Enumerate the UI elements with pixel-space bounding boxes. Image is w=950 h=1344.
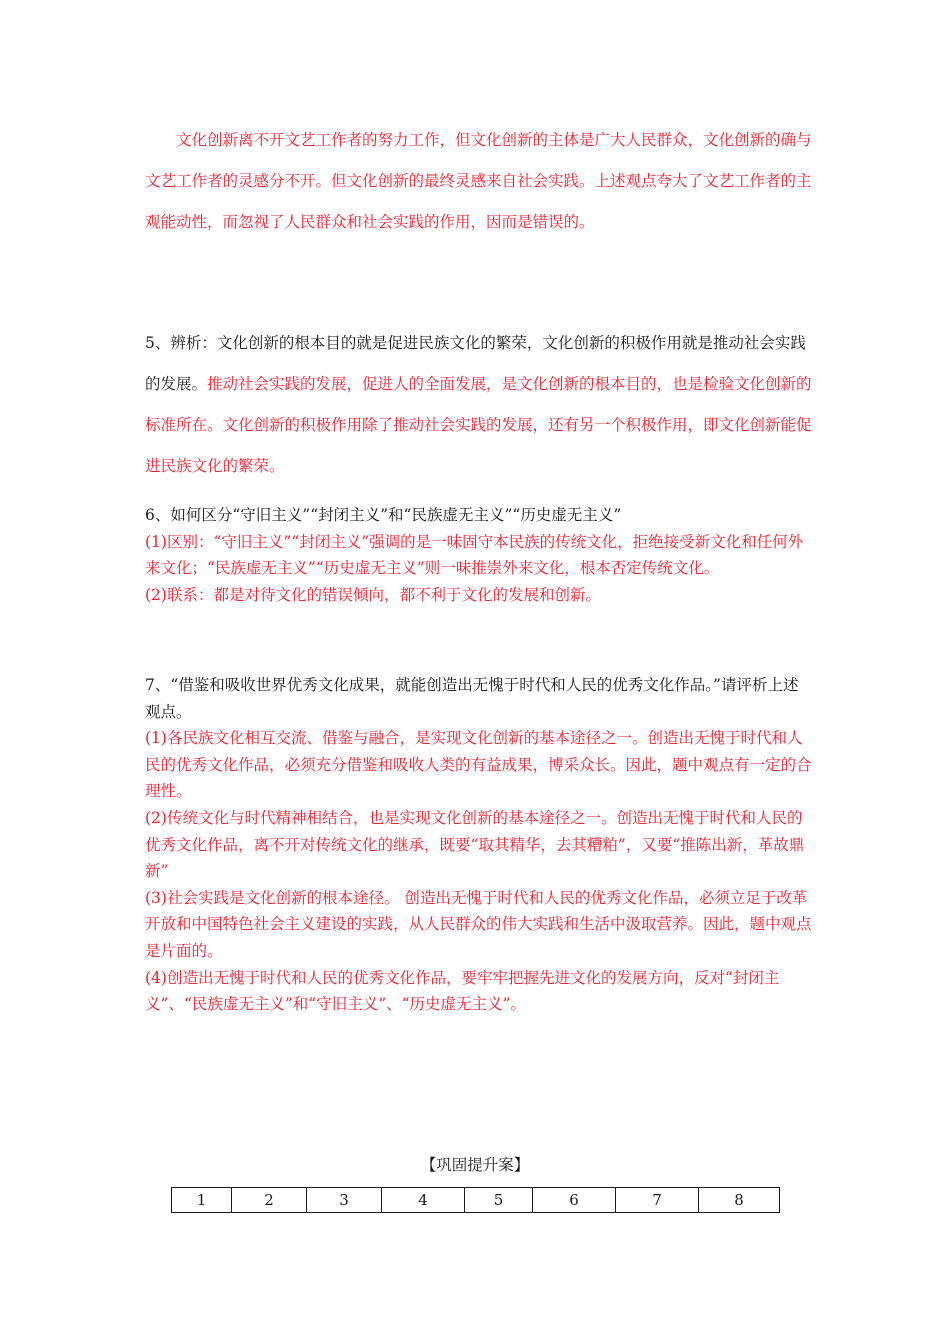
answer-table-cell: 3 [307, 1188, 382, 1213]
answer-table [171, 1187, 780, 1213]
question-7-answer-4: (4)创造出无愧于时代和人民的优秀文化作品，要牢牢把握先进文化的发展方向，反对“封闭主义”、“民族虚无主义”和“守旧主义”、“历史虚无主义”。 [145, 968, 780, 1014]
question-6-text: 6、如何区分“守旧主义”“封闭主义”和“民族虚无主义”“历史虚无主义” [145, 506, 622, 524]
question-7-answer-3: (3)社会实践是文化创新的根本途径。 创造出无愧于时代和人民的优秀文化作品，必须立足于改革开放和中国特色社会主义建设的实践，从人民群众的伟大实践和生活中汲取营养。因此，题中观点是片面的。 [145, 888, 812, 960]
section-title: 【巩固提升案】 [420, 1156, 530, 1174]
question-7-answer-2: (2)传统文化与时代精神相结合，也是实现文化创新的基本途径之一。创造出无愧于时代和人民的优秀文化作品，离不开对传统文化的继承，既要“取其精华，去其糟粕”，又要“推陈出新，革故鼎新” [145, 808, 805, 881]
question-5 [145, 323, 813, 487]
question-7-text: 7、“借鉴和吸收世界优秀文化成果，就能创造出无愧于时代和人民的优秀文化作品。”请评析上述观点。 [145, 676, 799, 721]
question-5-answer: 推动社会实践的发展，促进人的全面发展，是文化创新的根本目的，也是检验文化创新的标准所在。文化创新的积极作用除了推动社会实践的发展，还有另一个积极作用，即文化创新能促进民族文化的繁荣。 [145, 375, 812, 475]
question-6-answer-1: (1)区别：“守旧主义”“封闭主义”强调的是一味固守本民族的传统文化，拒绝接受新文化和任何外来文化；“民族虚无主义”“历史虚无主义”则一味推崇外来文化，根本否定传统文化。 [145, 532, 804, 578]
answer-table-cell: 8 [699, 1188, 780, 1213]
question-7-answer-1: (1)各民族文化相互交流、借鉴与融合，是实现文化创新的基本途径之一。创造出无愧于时代和人民的优秀文化作品，必须充分借鉴和吸收人类的有益成果，博采众长。因此，题中观点有一定的合理性。 [145, 729, 812, 801]
question-7 [145, 672, 813, 1018]
answer-table-header-row [172, 1188, 780, 1213]
answer-table-cell: 6 [533, 1188, 616, 1213]
answer-table-cell: 7 [616, 1188, 699, 1213]
intro-paragraph: 文化创新离不开文艺工作者的努力工作，但文化创新的主体是广大人民群众，文化创新的确与文艺工作者的灵感分不开。但文化创新的最终灵感来自社会实践。上述观点夸大了文艺工作者的主观能动性，而忽视了人民群众和社会实践的作用，因而是错误的。 [145, 131, 812, 231]
answer-table-cell: 4 [382, 1188, 465, 1213]
answer-table-cell: 2 [232, 1188, 307, 1213]
question-5-text: 5、辨析：文化创新的根本目的就是促进民族文化的繁荣，文化创新的积极作用就是推动社会实践的发展。 [145, 334, 806, 393]
question-6 [145, 502, 813, 608]
question-6-answer-2: (2)联系：都是对待文化的错误倾向，都不利于文化的发展和创新。 [145, 585, 601, 604]
answer-table-cell: 1 [172, 1188, 232, 1213]
answer-table-cell: 5 [465, 1188, 533, 1213]
